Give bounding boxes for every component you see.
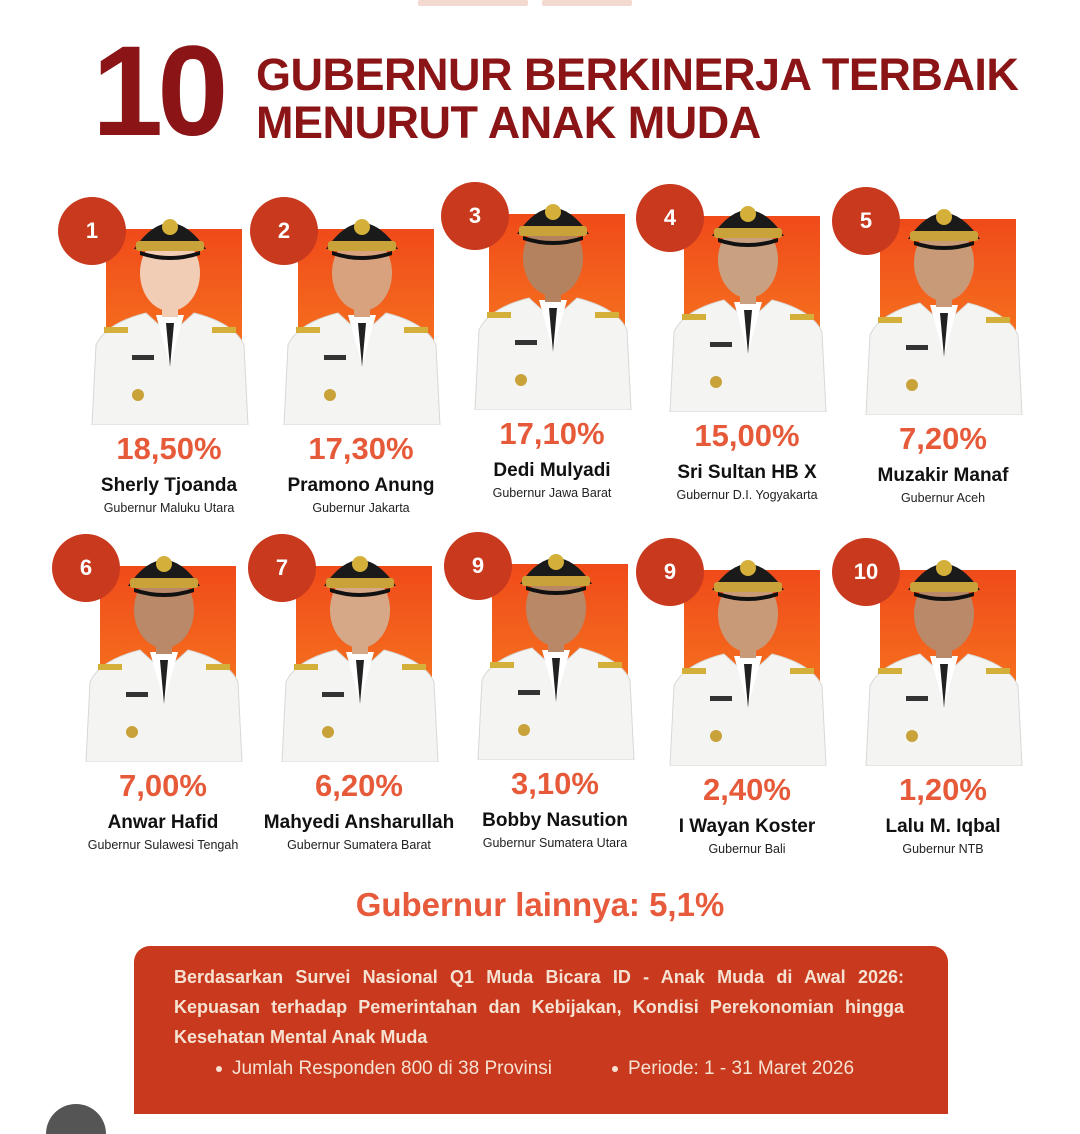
rank-badge: 6	[52, 534, 120, 602]
governor-title: Gubernur Sulawesi Tengah	[87, 838, 239, 852]
headline-line-2: MENURUT ANAK MUDA	[256, 97, 761, 148]
vote-percentage: 17,30%	[308, 431, 414, 466]
vote-percentage: 18,50%	[116, 431, 222, 466]
governor-name: Mahyedi Ansharullah	[263, 812, 455, 833]
partner-logo-left	[418, 0, 528, 6]
governor-name: Muzakir Manaf	[877, 465, 1009, 486]
rank-badge: 2	[250, 197, 318, 265]
headline-line-1: GUBERNUR BERKINERJA TERBAIK	[256, 49, 1019, 100]
vote-percentage: 1,20%	[899, 772, 987, 807]
rank-badge: 5	[832, 187, 900, 255]
governor-photo	[472, 530, 640, 760]
top-logos	[400, 0, 700, 10]
governor-title: Gubernur Jawa Barat	[492, 486, 612, 500]
survey-description: Berdasarkan Survei Nasional Q1 Muda Bicara ID - Anak Muda di Awal 2026: Kepuasan terhadap Pemerintahan dan Kebijakan, Kondisi Perekonomian hingga Kesehatan Mental Anak Muda	[174, 967, 904, 1047]
governor-title: Gubernur Jakarta	[312, 501, 410, 515]
rank-badge: 7	[248, 534, 316, 602]
partner-logo-right	[542, 0, 632, 6]
vote-percentage: 7,00%	[119, 768, 207, 803]
governor-photo	[86, 195, 254, 425]
vote-percentage: 15,00%	[694, 418, 800, 453]
governor-title: Gubernur Sumatera Barat	[287, 838, 431, 852]
rank-badge: 4	[636, 184, 704, 252]
governor-title: Gubernur D.I. Yogyakarta	[676, 488, 818, 502]
vote-percentage: 7,20%	[899, 421, 987, 456]
rank-badge: 1	[58, 197, 126, 265]
governor-title: Gubernur Bali	[708, 842, 786, 856]
others-percentage: Gubernur lainnya: 5,1%	[355, 886, 725, 923]
period-bullet	[612, 1058, 854, 1080]
governor-name: Pramono Anung	[287, 475, 435, 496]
governor-title: Gubernur Maluku Utara	[103, 501, 235, 515]
governor-photo	[860, 185, 1028, 415]
governor-title: Gubernur Sumatera Utara	[482, 836, 628, 850]
overlay-button-edge[interactable]	[46, 1104, 106, 1134]
governor-photo	[664, 536, 832, 766]
rank-badge: 3	[441, 182, 509, 250]
governor-title: Gubernur NTB	[902, 842, 984, 856]
governor-photo	[278, 195, 446, 425]
governor-name: Sherly Tjoanda	[100, 475, 238, 496]
rank-badge: 9	[444, 532, 512, 600]
bullet-dot-icon	[612, 1066, 618, 1072]
survey-info-box	[134, 946, 948, 1114]
period-text: Periode: 1 - 31 Maret 2026	[628, 1058, 855, 1079]
vote-percentage: 17,10%	[499, 416, 605, 451]
respondents-bullet	[216, 1058, 552, 1080]
governor-name: Dedi Mulyadi	[493, 460, 611, 481]
governor-name: Sri Sultan HB X	[677, 462, 817, 483]
vote-percentage: 3,10%	[511, 766, 599, 801]
governor-name: Anwar Hafid	[107, 812, 219, 833]
headline-number: 10	[92, 20, 223, 163]
governor-photo	[664, 182, 832, 412]
bullet-dot-icon	[216, 1066, 222, 1072]
governor-photo	[469, 180, 637, 410]
vote-percentage: 2,40%	[703, 772, 791, 807]
governor-title: Gubernur Aceh	[900, 491, 986, 505]
governor-photo	[80, 532, 248, 762]
governor-name: I Wayan Koster	[678, 816, 816, 837]
governor-name: Bobby Nasution	[482, 810, 628, 831]
rank-badge: 9	[636, 538, 704, 606]
vote-percentage: 6,20%	[315, 768, 403, 803]
governor-photo	[276, 532, 444, 762]
governor-name: Lalu M. Iqbal	[885, 816, 1001, 837]
governor-photo	[853, 536, 1028, 766]
rank-badge: 10	[832, 538, 900, 606]
respondents-text: Jumlah Responden 800 di 38 Provinsi	[232, 1058, 553, 1079]
